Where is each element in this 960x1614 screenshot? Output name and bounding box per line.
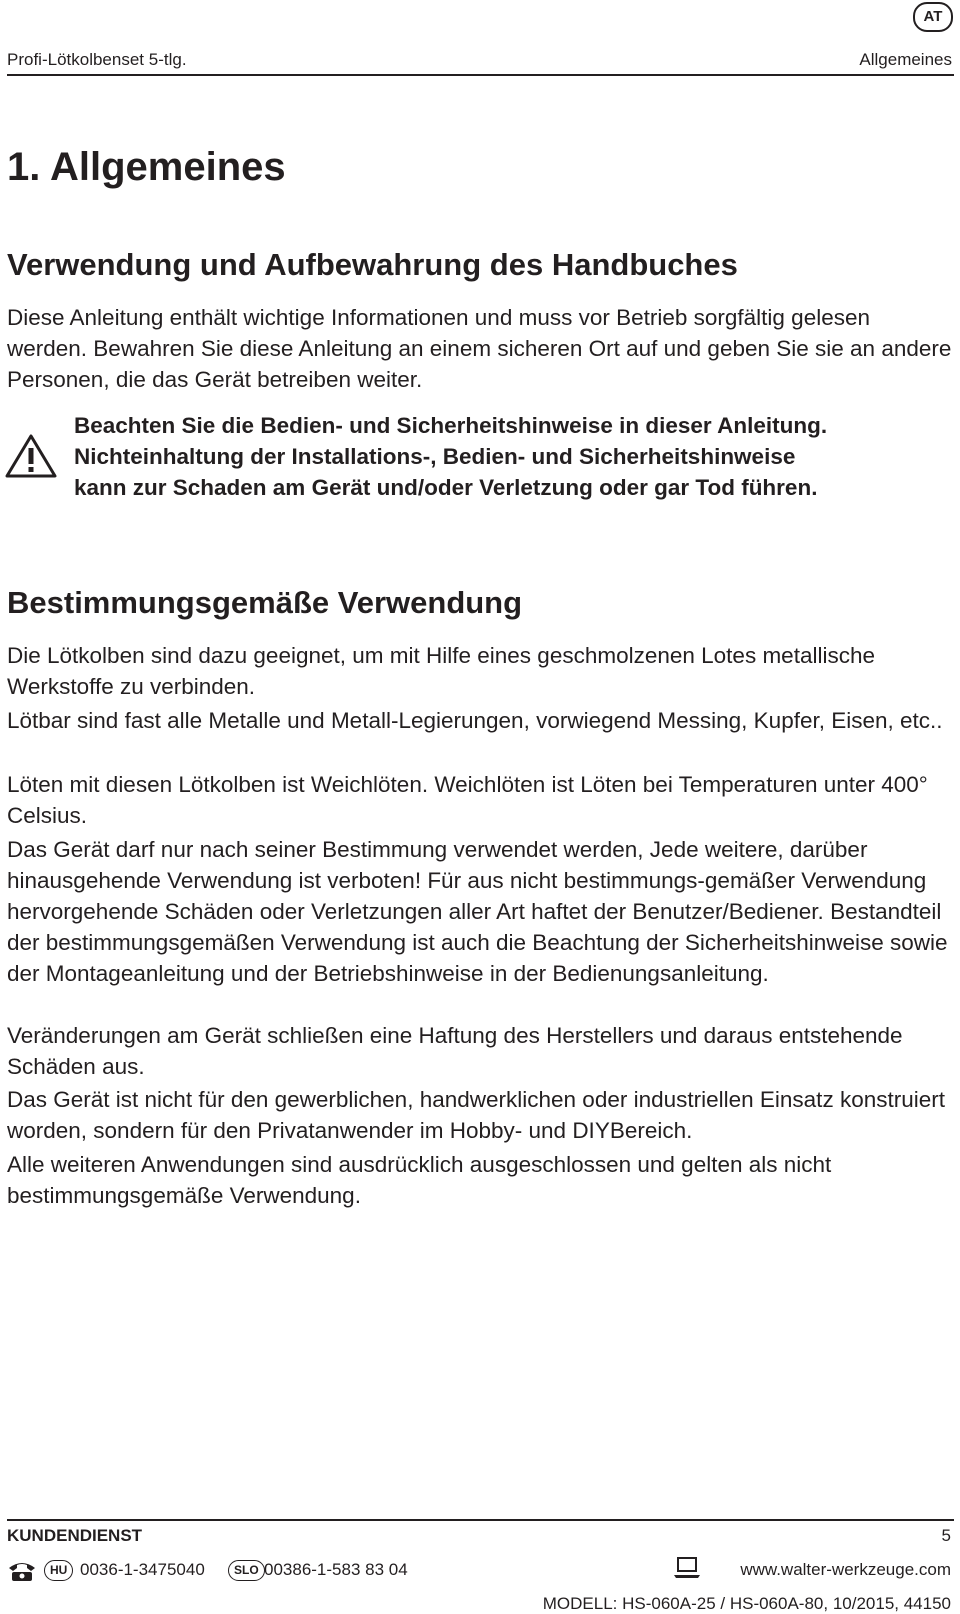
paragraph-intended-use: Alle weiteren Anwendungen sind ausdrücklich ausgeschlossen und gelten als nicht bestimmungsgemäße Verwendung. [7, 1152, 832, 1208]
warning-line: kann zur Schaden am Gerät und/oder Verletzung oder gar Tod führen. [74, 475, 818, 500]
page-number: 5 [941, 1526, 951, 1545]
warning-line: Beachten Sie die Bedien- und Sicherheitshinweise in dieser Anleitung. [74, 413, 828, 438]
header-divider [7, 74, 954, 76]
chapter-title: 1. Allgemeines [7, 145, 286, 189]
paragraph-intended-use: Lötbar sind fast alle Metalle und Metall-Legierungen, vorwiegend Messing, Kupfer, Eisen, etc.. [7, 708, 943, 733]
paragraph-intended-use: Veränderungen am Gerät schließen eine Haftung des Herstellers und daraus entstehende Schäden aus. [7, 1023, 903, 1079]
paragraph-handbook: Diese Anleitung enthält wichtige Informationen und muss vor Betrieb sorgfältig gelesen werden. Bewahren Sie diese Anleitung an einem sicheren Ort auf und geben Sie sie an andere Personen, die das Gerät betreiben weiter. [7, 305, 952, 392]
paragraph-intended-use: Das Gerät ist nicht für den gewerblichen, handwerklichen oder industriellen Einsatz konstruiert worden, sondern für den Privatanwender im Hobby- und DIYBereich. [7, 1087, 945, 1143]
warning-text [74, 410, 954, 503]
section-name: Allgemeines [859, 50, 952, 69]
product-title: Profi-Lötkolbenset 5-tlg. [7, 50, 187, 69]
country-badge: AT [913, 2, 953, 32]
footer-divider [7, 1519, 954, 1521]
model-info: MODELL: HS-060A-25 / HS-060A-80, 10/2015, 44150 [542, 1594, 951, 1613]
section-heading-intended-use: Bestimmungsgemäße Verwendung [7, 585, 523, 620]
website-link[interactable]: www.walter-werkzeuge.com [740, 1560, 951, 1579]
paragraph-intended-use: Das Gerät darf nur nach seiner Bestimmung verwendet werden, Jede weitere, darüber hinausgehende Verwendung ist verboten! Für aus nicht bestimmungs-gemäßer Verwendung hervorgehende Schäden oder Verletzungen aller Art haftet der Benutzer/Bediener. Bestandteil der bestimmungsgemäßen Verwendung ist auch die Beachtung der Sicherheitshinweise sowie der Montageanleitung und der Betriebshinweise in der Bedienungsanleitung. [7, 837, 948, 986]
hu-badge: HU [44, 1559, 73, 1581]
telephone-icon [7, 1560, 37, 1587]
warning-triangle-icon [5, 433, 57, 479]
hu-phone: 0036-1-3475040 [80, 1560, 205, 1579]
slo-phone: 00386-1-583 83 04 [264, 1560, 408, 1579]
paragraph-intended-use: Löten mit diesen Lötkolben ist Weichlöten. Weichlöten ist Löten bei Temperaturen unter 400° Celsius. [7, 772, 928, 828]
warning-line: Nichteinhaltung der Installations-, Bedien- und Sicherheitshinweise [74, 444, 796, 469]
laptop-icon [673, 1556, 701, 1585]
section-heading-handbook: Verwendung und Aufbewahrung des Handbuches [7, 247, 738, 282]
slo-badge: SLO [228, 1559, 265, 1581]
customer-service-label: KUNDENDIENST [7, 1526, 143, 1545]
paragraph-intended-use: Die Lötkolben sind dazu geeignet, um mit Hilfe eines geschmolzenen Lotes metallische Werkstoffe zu verbinden. [7, 643, 875, 699]
